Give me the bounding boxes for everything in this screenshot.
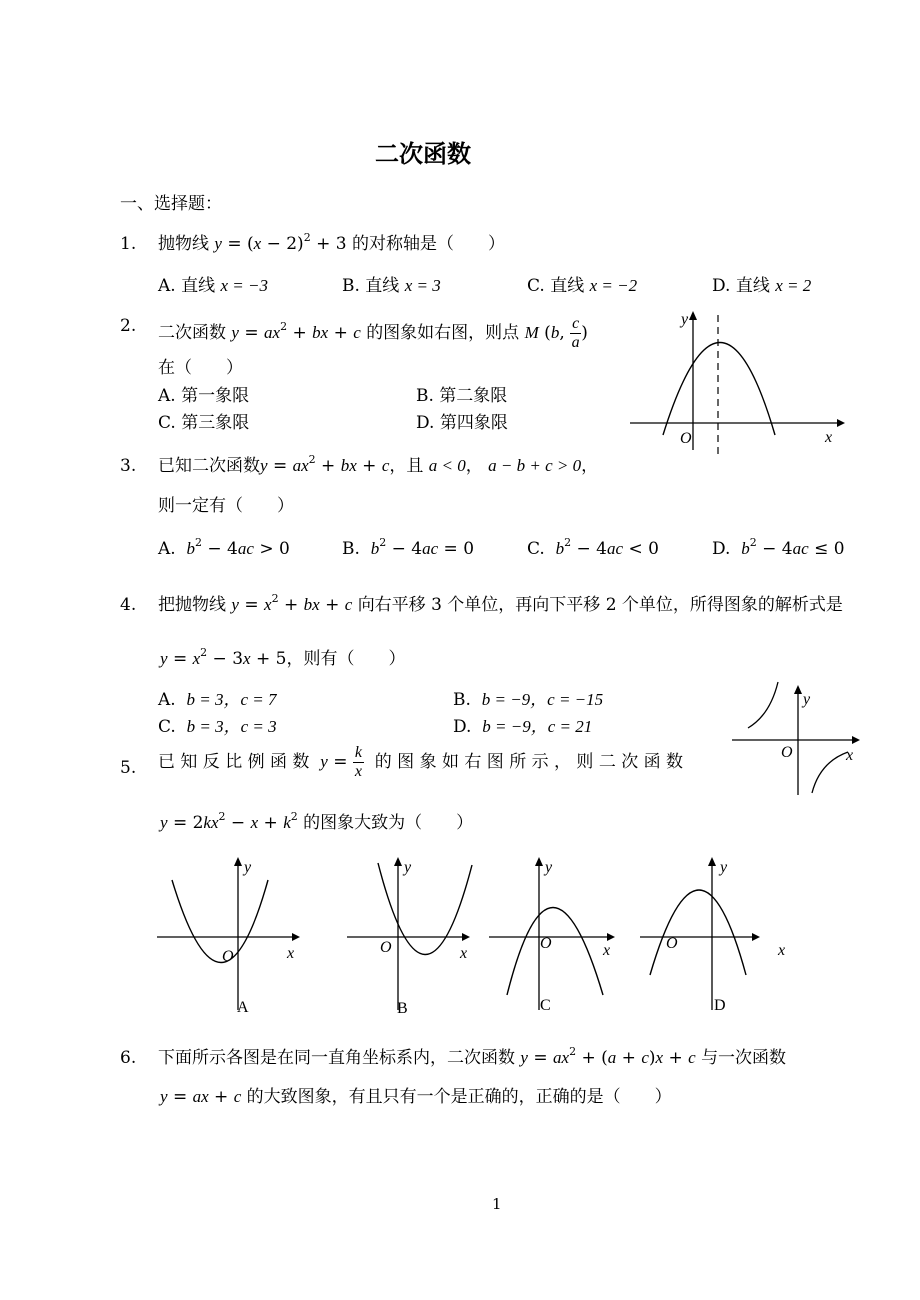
q3-stem-line2: 则一定有（ ）: [158, 496, 294, 516]
q1-option-d[interactable]: D. 直线 x = 2: [712, 276, 812, 296]
q5-choice-c-graph[interactable]: [485, 850, 645, 1020]
origin-label: O: [380, 939, 392, 956]
axis-label-y: y: [803, 691, 811, 708]
q5-hyperbola-figure: [730, 680, 870, 800]
q2-parabola-figure: [625, 300, 845, 460]
q1-option-b[interactable]: B. 直线 x = 3: [342, 276, 441, 296]
q1-option-c[interactable]: C. 直线 x = −2: [527, 276, 638, 296]
q2-option-c[interactable]: C. 第三象限: [158, 413, 250, 433]
q1-number: 1.: [120, 234, 137, 254]
axis-label-y: y: [244, 859, 252, 876]
q3-option-a[interactable]: A. $b^2 - 4ac > 0$: [158, 536, 290, 559]
q2-option-b[interactable]: B. 第二象限: [416, 386, 508, 406]
q5-choice-b-graph[interactable]: [340, 850, 500, 1020]
q3-option-b[interactable]: B. $b^2 - 4ac = 0$: [342, 536, 475, 559]
q3-stem: 已知二次函数$y = ax^2$ + bx + c，且 a < 0， a − b + c > 0，: [158, 453, 599, 476]
q2-option-d[interactable]: D. 第四象限: [416, 413, 508, 433]
q4-number: 4.: [120, 595, 137, 615]
page-number: 1: [492, 1195, 502, 1213]
q5-choice-a-graph[interactable]: [150, 850, 310, 1020]
q6-stem-line2: y = ax + c 的大致图象，有且只有一个是正确的，正确的是（ ）: [160, 1087, 672, 1107]
choice-label-b: B: [397, 1000, 408, 1017]
q1-option-a[interactable]: A. 直线 x = −3: [158, 276, 268, 296]
page-title: 二次函数: [375, 140, 471, 168]
origin-label: O: [781, 744, 793, 761]
choice-label-d: D: [714, 997, 726, 1014]
axis-label-x: x: [460, 945, 468, 962]
q5-choice-d-graph[interactable]: [640, 850, 800, 1020]
q2-option-a[interactable]: A. 第一象限: [158, 386, 250, 406]
q3-option-d[interactable]: D. $b^2 - 4ac \le 0$: [712, 536, 845, 559]
section-heading: 一、选择题：: [120, 194, 222, 214]
q3-number: 3.: [120, 456, 137, 476]
q5-stem: 已 知 反 比 例 函 数 y = $\frac{k}{x}$ 的 图 象 如 右 图 所 示 ， 则 二 次 函 数: [158, 744, 684, 780]
choice-label-a: A: [237, 999, 249, 1016]
q2-number: 2.: [120, 316, 137, 336]
q4-option-a[interactable]: A. b = 3，c = 7: [158, 690, 277, 710]
q4-option-c[interactable]: C. b = 3，c = 3: [158, 717, 277, 737]
q2-stem: 二次函数 $y = ax^2$ + bx + c 的图象如右图，则点 M (b, $\frac{c}{a}$ ): [158, 315, 588, 351]
q1-stem: 抛物线 $y = (x - 2)^2 + 3$ 的对称轴是（ ）: [158, 231, 505, 254]
q4-stem-line2: $y = x^2 - 3x + 5$，则有（ ）: [160, 646, 406, 669]
choice-label-c: C: [540, 997, 551, 1014]
axis-label-y: y: [545, 859, 553, 876]
q4-option-d[interactable]: D. b = −9，c = 21: [453, 717, 593, 737]
origin-label: O: [540, 935, 552, 952]
q6-number: 6.: [120, 1048, 137, 1068]
q3-option-c[interactable]: C. $b^2 - 4ac < 0$: [527, 536, 659, 559]
q6-stem: 下面所示各图是在同一直角坐标系内，二次函数 $y = ax^2 + (a + c)x + c$ 与一次函数: [158, 1045, 787, 1068]
axis-label-x: x: [287, 945, 295, 962]
axis-label-x: x: [846, 747, 854, 764]
origin-label: O: [680, 430, 692, 447]
axis-label-y: y: [404, 859, 412, 876]
q5-stem-line2: $y = 2kx^2 - x + k^2$ 的图象大致为（ ）: [160, 810, 474, 833]
q5-number: 5.: [120, 758, 137, 778]
q2-stem-line2: 在（ ）: [158, 358, 243, 378]
q4-stem: 把抛物线 $y = x^2$ + bx + c 向右平移 3 个单位，再向下平移 2 个单位，所得图象的解析式是: [158, 592, 843, 615]
axis-label-y: y: [720, 859, 728, 876]
q4-option-b[interactable]: B. b = −9，c = −15: [453, 690, 604, 710]
axis-label-x: x: [778, 942, 786, 959]
origin-label: O: [222, 948, 234, 965]
origin-label: O: [666, 935, 678, 952]
axis-label-y: y: [681, 311, 689, 328]
axis-label-x: x: [825, 429, 833, 446]
axis-label-x: x: [603, 942, 611, 959]
